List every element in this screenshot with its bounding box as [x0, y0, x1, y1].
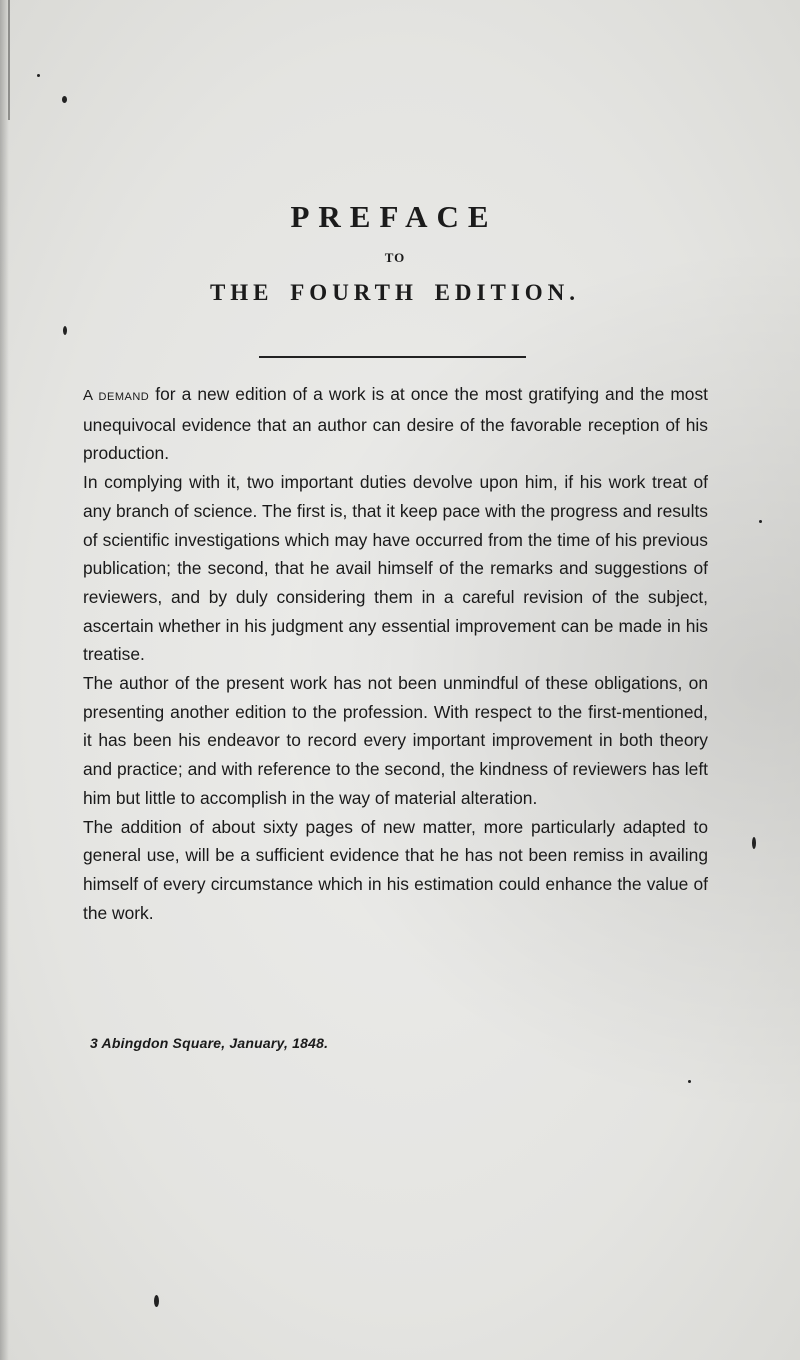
ink-speck [63, 326, 67, 335]
paragraph-2: In complying with it, two important duties devolve upon him, if his work treat of any branch of science. The first is, that it keep pace with the progress and results of scientific investigations which may have occurred from the time of his previous publication; the second, that he avail himself of the remarks and suggestions of reviewers, and by duly considering them in a careful revision of the subject, ascertain whether in his judgment any essential improvement can be made in his treatise. [83, 472, 708, 665]
dateline-signature: 3 Abingdon Square, January, 1848. [90, 1035, 329, 1051]
ink-speck [37, 74, 40, 77]
paragraph-1 [83, 380, 708, 468]
ink-speck [154, 1295, 159, 1307]
paragraph-1-text: for a new edition of a work is at once the most gratifying and the most unequivocal evidence that an author can desire of the favorable reception of his production. [83, 384, 709, 464]
preface-body [83, 380, 708, 927]
divider-rule [259, 356, 526, 358]
title-connector: TO [384, 250, 406, 265]
ink-speck [752, 837, 756, 849]
opening-words: A demand [83, 387, 150, 404]
page-subtitle: THE FOURTH EDITION. [209, 280, 581, 305]
ink-speck [759, 520, 762, 523]
ink-speck [62, 96, 67, 103]
ink-speck [688, 1080, 691, 1083]
page-title: PREFACE [290, 199, 498, 234]
paragraph-4: The addition of about sixty pages of new matter, more particularly adapted to general use, will be a sufficient evidence that he has not been remiss in availing himself of every circumstance which in his estimation could enhance the value of the work. [83, 816, 708, 923]
heading-block [0, 200, 800, 306]
paragraph-3: The author of the present work has not been unmindful of these obligations, on presenting another edition to the profession. With respect to the first-mentioned, it has been his endeavor to record every important improvement in both theory and practice; and with reference to the second, the kindness of reviewers has left him but little to accomplish in the way of material alteration. [83, 673, 708, 808]
